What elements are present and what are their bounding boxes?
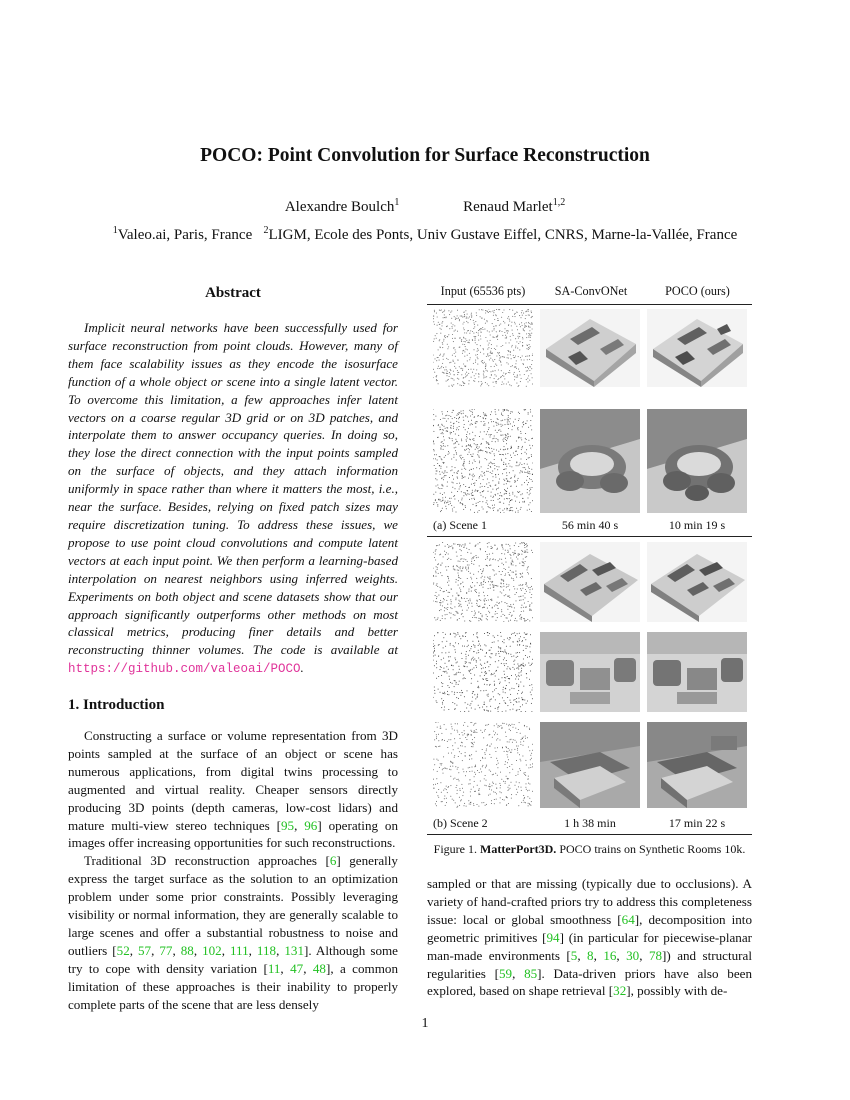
citation-link[interactable]: 52 <box>116 942 130 958</box>
citation-link[interactable]: 118 <box>256 942 277 958</box>
text-run: , <box>248 942 257 958</box>
text-run: ]. Although some try to cope with density variation [ <box>68 942 398 976</box>
citation-link[interactable]: 88 <box>180 942 194 958</box>
citation-link[interactable]: 94 <box>546 929 560 945</box>
paragraph <box>68 727 398 852</box>
author-list <box>0 199 850 216</box>
runtime-label: 56 min 40 s <box>561 518 619 532</box>
page-number: 1 <box>421 1016 429 1031</box>
figure-caption: Figure 1. MatterPort3D. POCO trains on Synthetic Rooms 10k. <box>433 842 746 856</box>
section-heading-introduction: 1. Introduction <box>68 697 165 713</box>
text-run: , <box>193 942 203 958</box>
text-run: , <box>593 947 604 963</box>
figure-rule <box>427 304 752 305</box>
citation-link[interactable]: 64 <box>621 911 635 927</box>
introduction-text <box>68 727 398 1014</box>
sa-convonet-reconstruction-image <box>540 409 640 513</box>
citation-link[interactable]: 8 <box>587 947 594 963</box>
text-run: , <box>280 960 291 976</box>
sa-convonet-reconstruction-image <box>540 309 640 387</box>
abstract-heading: Abstract <box>205 285 261 301</box>
runtime-label: 17 min 22 s <box>668 816 726 830</box>
text-run: ], possibly with de- <box>626 983 728 999</box>
text-run: , <box>221 942 230 958</box>
citation-link[interactable]: 11 <box>267 960 281 976</box>
citation-link[interactable]: 131 <box>284 942 304 958</box>
text-run: , <box>129 942 138 958</box>
citation-link[interactable]: 16 <box>603 947 617 963</box>
sa-convonet-reconstruction-image <box>540 632 640 712</box>
poco-reconstruction-image <box>647 542 747 622</box>
citation-link[interactable]: 102 <box>202 942 222 958</box>
citation-link[interactable]: 5 <box>570 947 578 963</box>
text-run: Traditional 3D reconstruction approaches [ <box>84 853 330 869</box>
author: Alexandre Boulch$^1$ <box>284 197 400 215</box>
paper-title: POCO: Point Convolution for Surface Reconstruction <box>200 145 650 166</box>
text-run: Constructing a surface or volume representation from 3D points sampled at the surface of an object or scene has numerous applications, from digital twins processing to augmented and virtual reality. Cheaper sensors directly producing 3D points (depth cameras, low-cost lidars) and mature multi-view stereo techniques [ <box>68 728 398 833</box>
code-link[interactable]: https://github.com/valeoai/POCO <box>68 662 301 677</box>
poco-reconstruction-image <box>647 309 747 387</box>
citation-link[interactable]: 32 <box>613 983 627 999</box>
text-run: ] (in particular for piecewise-planar man-made environments [ <box>427 929 752 963</box>
text-run: ]. Data-driven priors have also been explored, based on shape retrieval [ <box>427 965 753 999</box>
citation-link[interactable]: 59 <box>498 965 513 981</box>
poco-reconstruction-image <box>647 722 747 808</box>
citation-link[interactable]: 77 <box>159 942 173 958</box>
citation-link[interactable]: 85 <box>524 965 538 981</box>
figure-rule <box>427 834 752 835</box>
text-run: sampled or that are missing (typically due to occlusions). A variety of hand-crafted priors try to address this completeness issue: local or global smoothness [ <box>427 876 752 927</box>
citation-link[interactable]: 47 <box>290 960 304 976</box>
citation-link[interactable]: 95 <box>280 817 295 833</box>
column-header: SA-ConvONet <box>554 284 628 298</box>
citation-link[interactable]: 57 <box>138 942 152 958</box>
column-header: POCO (ours) <box>665 284 730 298</box>
author: Renaud Marlet$^{1,2}$ <box>463 197 566 215</box>
text-run: , <box>639 947 649 963</box>
text-run: , <box>276 942 285 958</box>
text-run: , <box>512 965 525 981</box>
text-run: , <box>303 960 313 976</box>
sa-convonet-reconstruction-image <box>540 542 640 622</box>
runtime-label: 1 h 38 min <box>564 816 616 830</box>
text-run: , <box>151 942 160 958</box>
citation-link[interactable]: 96 <box>304 817 318 833</box>
input-point-cloud-image <box>433 632 533 712</box>
input-point-cloud-image <box>433 309 533 387</box>
text-run: , <box>172 942 181 958</box>
text-run: ], a common limitation of these approaches is their inability to properly complete parts of the scene that are less densely <box>68 960 399 1012</box>
figure-rule <box>427 536 752 537</box>
affiliations: $^1$Valeo.ai, Paris, France $^2$LIGM, Ecole des Ponts, Univ Gustave Eiffel, CNRS, Marne-la-Vallée, France <box>112 225 738 243</box>
text-run: , <box>294 817 305 833</box>
input-point-cloud-image <box>433 722 533 808</box>
text-run: ]) and structural regularities [ <box>427 947 752 981</box>
column-header: Input (65536 pts) <box>440 284 526 298</box>
scene-label: (a) Scene 1 <box>433 518 487 532</box>
text-run: ] generally express the target surface as the solution to an optimization problem under some prior constraints. Possibly leveraging visibility or normal information, they are generally scalable to large scenes and offer a substantial robustness to noise and outliers [ <box>68 853 398 958</box>
citation-link[interactable]: 111 <box>229 942 249 958</box>
scene-label: (b) Scene 2 <box>433 816 488 830</box>
runtime-label: 10 min 19 s <box>668 518 726 532</box>
citation-link[interactable]: 6 <box>329 853 337 869</box>
right-column-text <box>427 875 752 1000</box>
input-point-cloud-image <box>433 542 533 622</box>
text-run: , <box>577 947 588 963</box>
text-run: ] operating on images offer increasing opportunities for such reconstructions. <box>68 817 399 851</box>
sa-convonet-reconstruction-image <box>540 722 640 808</box>
abstract-body: Implicit neural networks have been successfully used for surface reconstruction from point clouds. However, many of them face scalability issues as they encode the isosurface function of a whole object or scene into a single latent vector. To overcome this limitation, a few approaches infer latent vectors on a coarse regular 3D grid or on 3D patches, and interpolate them to answer occupancy queries. In doing so, they lose the direct connection with the input points sampled on the surface of objects, and they attach information uniformly in space rather than where it matters the most, i.e., near the surface. Besides, relying on fixed patch sizes may require discretization tuning. To address these issues, we propose to use point cloud convolutions and compute latent vectors at each input point. We then perform a learning-based interpolation on nearest neighbors using inferred weights. Experiments on both object and scene datasets show that our approach significantly outperforms other methods on most classical metrics, producing finer details and better reconstructing thinner volumes. The code is available at https://github.com/valeoai/POCO. <box>68 320 398 677</box>
poco-reconstruction-image <box>647 632 747 712</box>
text-run: ], decomposition into geometric primitives [ <box>427 911 752 945</box>
citation-link[interactable]: 48 <box>312 960 326 976</box>
citation-link[interactable]: 78 <box>648 947 663 963</box>
paragraph <box>68 852 398 1013</box>
input-point-cloud-image <box>433 409 533 513</box>
citation-link[interactable]: 30 <box>626 947 640 963</box>
poco-reconstruction-image <box>647 409 747 513</box>
text-run: , <box>616 947 627 963</box>
